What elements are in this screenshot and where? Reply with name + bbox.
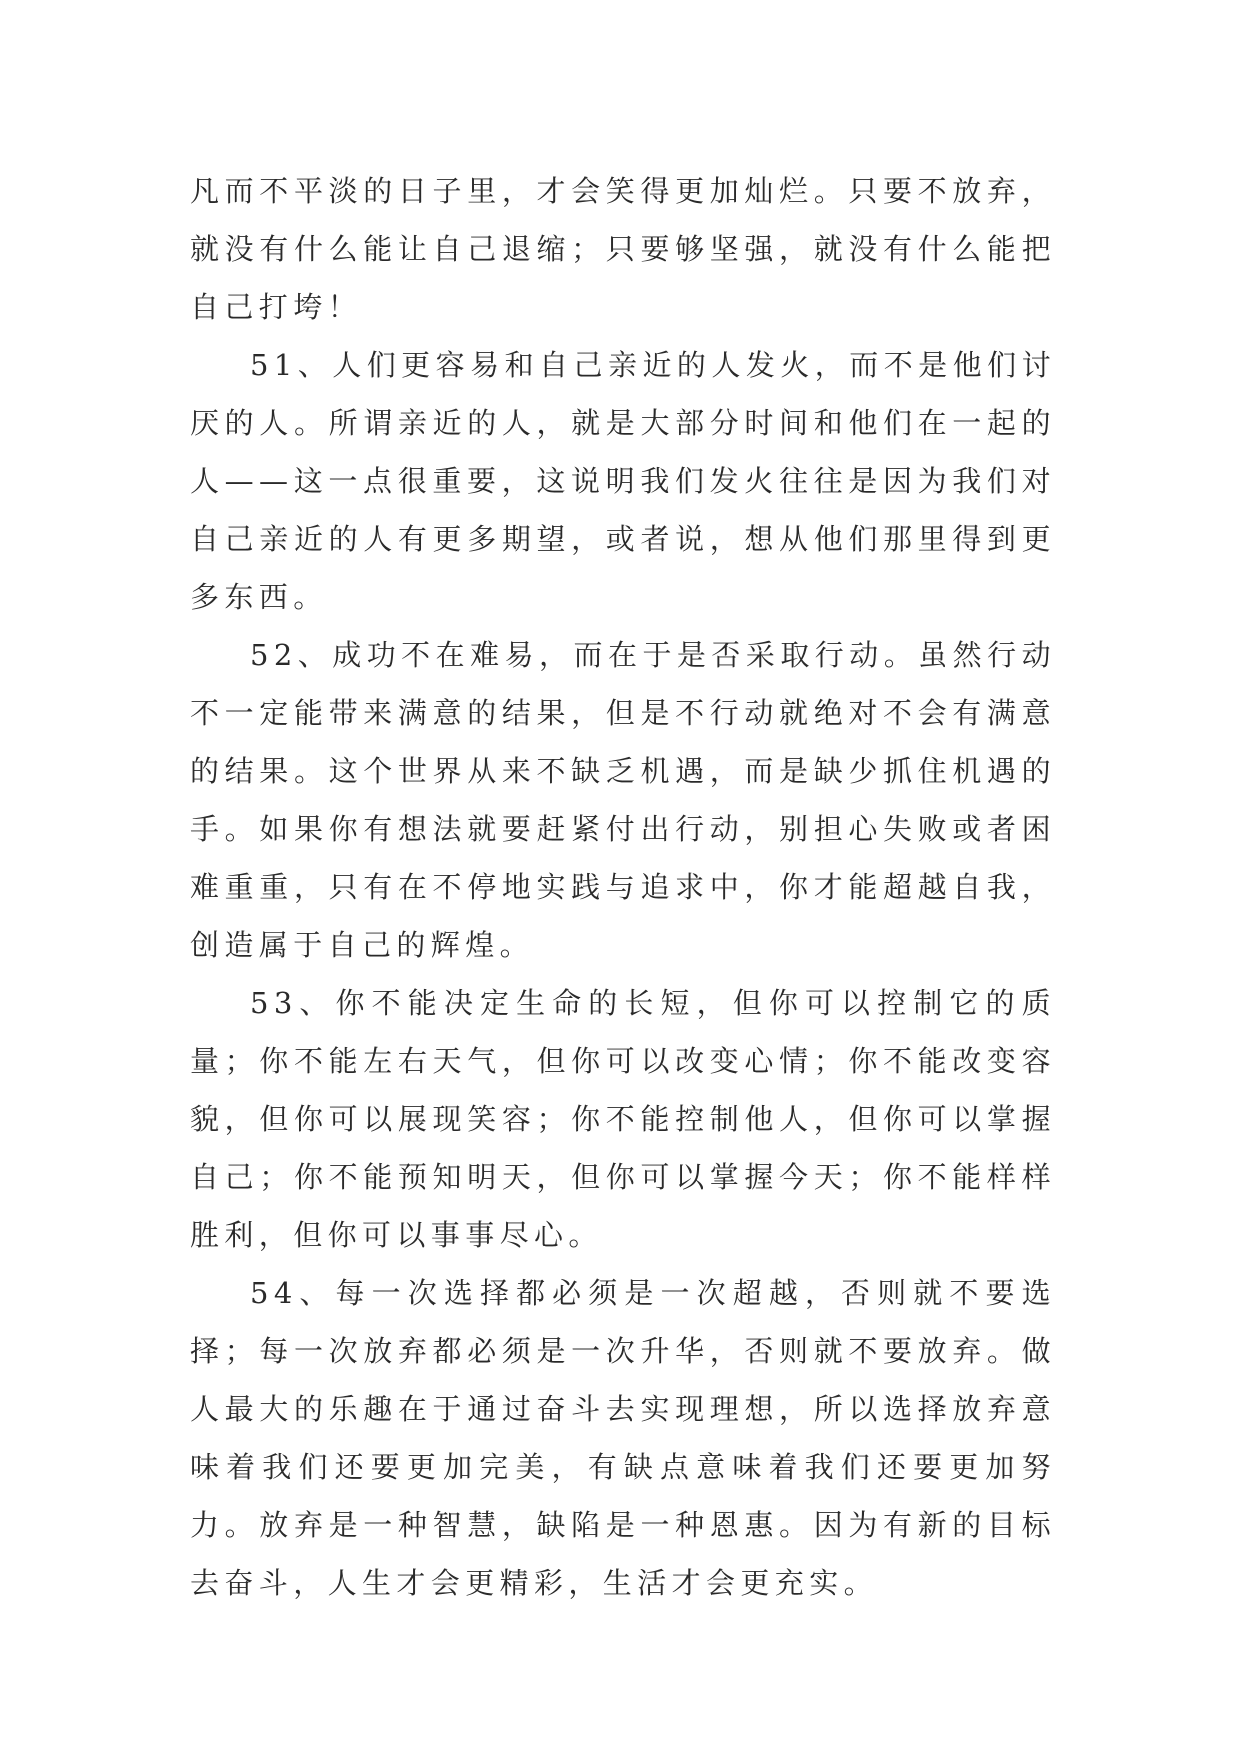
- paragraph-54: 54、每一次选择都必须是一次超越，否则就不要选择；每一次放弃都必须是一次升华，否则就不要放弃。做人最大的乐趣在于通过奋斗去实现理想，所以选择放弃意味着我们还要更加完美，有缺点意味着我们还要更加努力。放弃是一种智慧，缺陷是一种恩惠。因为有新的目标去奋斗，人生才会更精彩，生活才会更充实。: [190, 1276, 1056, 1600]
- document-body: [190, 162, 1056, 1612]
- paragraph-51: 51、人们更容易和自己亲近的人发火，而不是他们讨厌的人。所谓亲近的人，就是大部分时间和他们在一起的人——这一点很重要，这说明我们发火往往是因为我们对自己亲近的人有更多期望，或者说，想从他们那里得到更多东西。: [190, 348, 1056, 614]
- paragraph-53: 53、你不能决定生命的长短，但你可以控制它的质量；你不能左右天气，但你可以改变心情；你不能改变容貌，但你可以展现笑容；你不能控制他人，但你可以掌握自己；你不能预知明天，但你可以掌握今天；你不能样样胜利，但你可以事事尽心。: [190, 986, 1056, 1252]
- paragraph-52: 52、成功不在难易，而在于是否采取行动。虽然行动不一定能带来满意的结果，但是不行动就绝对不会有满意的结果。这个世界从来不缺乏机遇，而是缺少抓住机遇的手。如果你有想法就要赶紧付出行动，别担心失败或者困难重重，只有在不停地实践与追求中，你才能超越自我，创造属于自己的辉煌。: [190, 638, 1056, 962]
- paragraph-continued: 凡而不平淡的日子里，才会笑得更加灿烂。只要不放弃，就没有什么能让自己退缩；只要够坚强，就没有什么能把自己打垮！: [190, 174, 1056, 324]
